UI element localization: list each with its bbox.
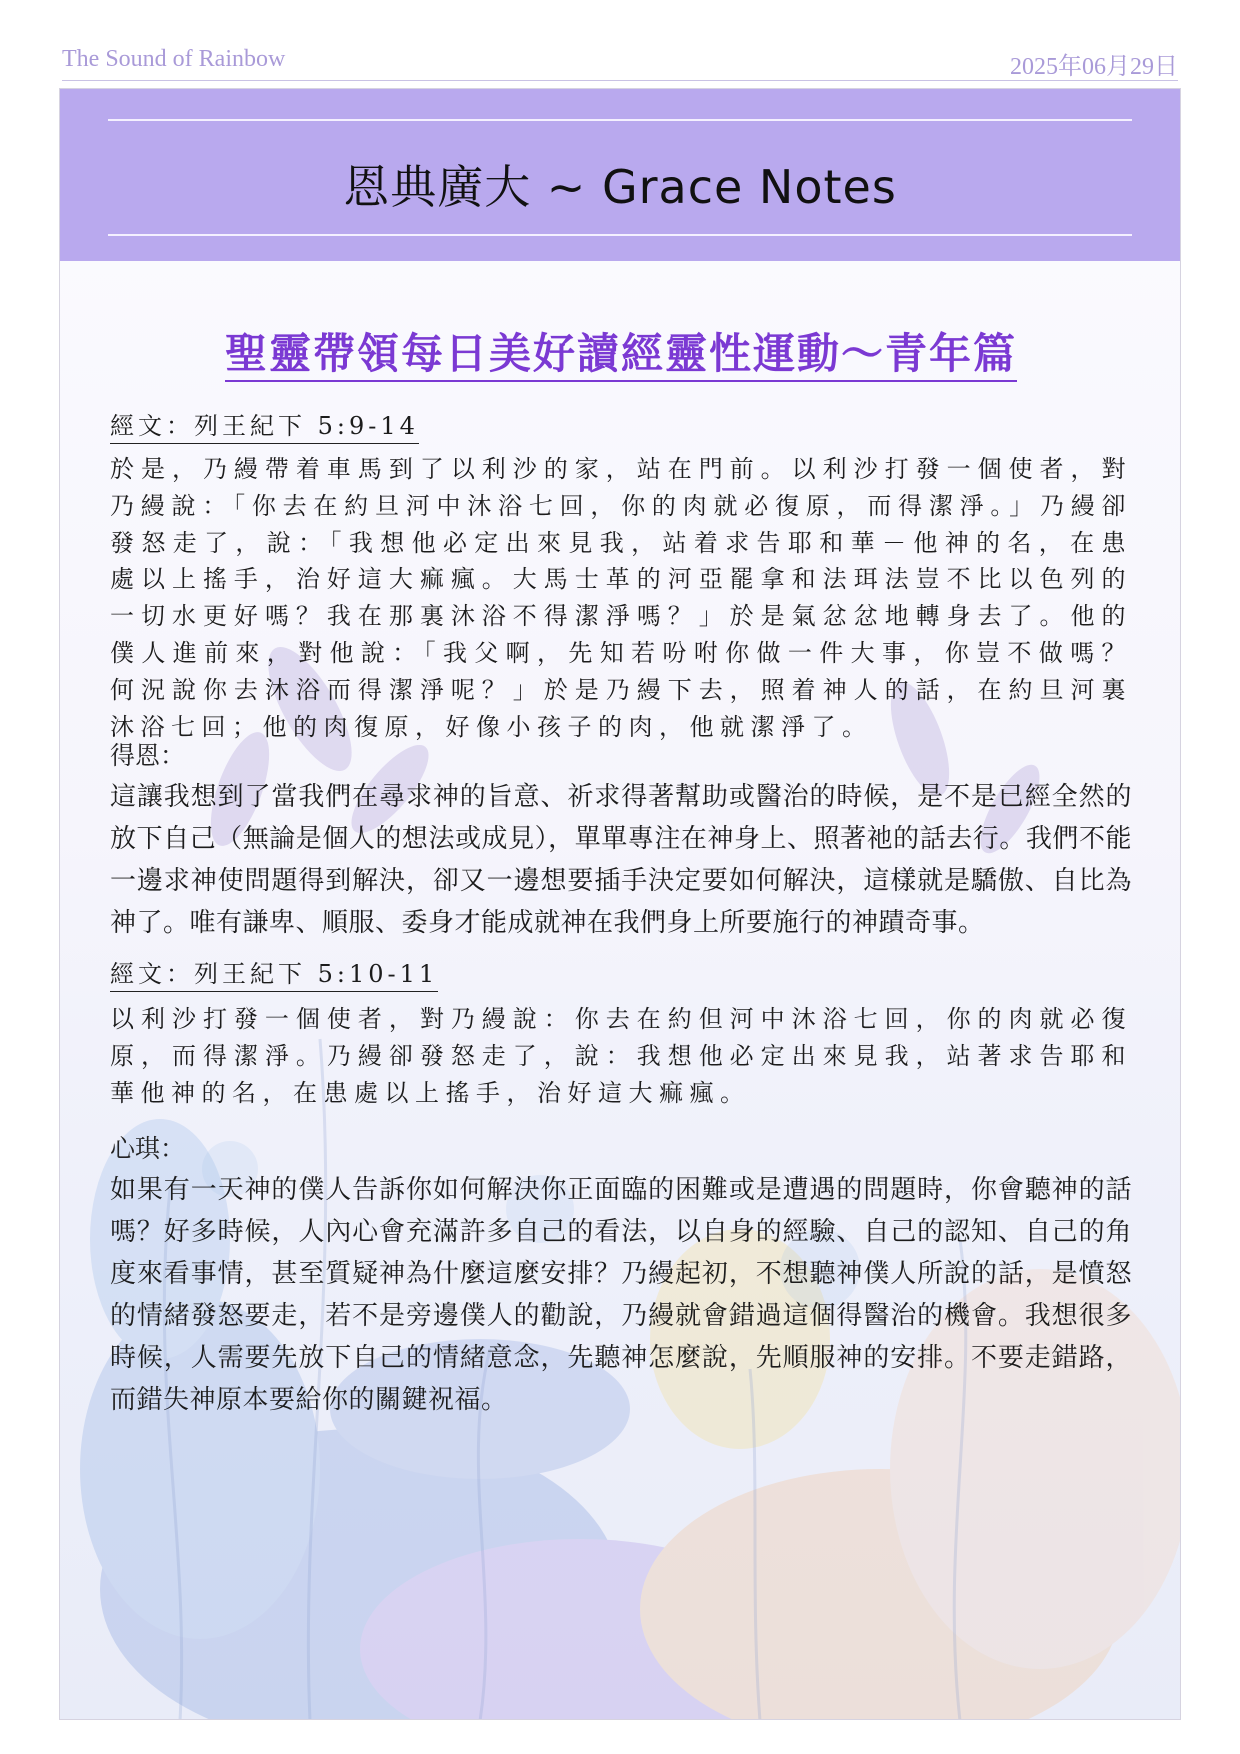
publication-name: The Sound of Rainbow bbox=[62, 46, 286, 72]
reflection-author-label: 心琪： bbox=[110, 1134, 186, 1163]
reflection-text: 如果有一天神的僕人告訴你如何解決你正面臨的困難或是遭遇的問題時，你會聽神的話嗎？好多時候，人內心會充滿許多自己的看法，以自身的經驗、自己的認知、自己的角度來看事情，甚至質疑神為什麼這麼安排？乃縵起初，不想聽神僕人所說的話，是憤怒的情緒發怒要走，若不是旁邊僕人的勸說，乃縵就會錯過這個得醫治的機會。我想很多時候，人需要先放下自己的情緒意念，先聽神怎麼說，先順服神的安排。不要走錯路，而錯失神原本要給你的關鍵祝福。 bbox=[110, 1175, 1132, 1415]
scripture-reference-text: 經文：列王紀下 5:9-14 bbox=[110, 406, 419, 444]
banner-rule-top bbox=[108, 119, 1132, 121]
scripture-passage-2 bbox=[110, 1001, 1132, 1111]
scripture-passage-1 bbox=[110, 451, 1132, 745]
banner-rule-bottom bbox=[108, 234, 1132, 236]
scripture-text: 以利沙打發一個使者，對乃縵說：你去在約但河中沐浴七回，你的肉就必復原，而得潔淨。乃縵卻發怒走了，說：我想他必定出來見我，站著求告耶和華他神的名，在患處以上搖手，治好這大痲瘋。 bbox=[110, 1005, 1132, 1107]
page-frame bbox=[59, 88, 1181, 1720]
reflection-1 bbox=[110, 776, 1132, 944]
scripture-reference-2 bbox=[110, 954, 1132, 992]
reflection-author-1 bbox=[110, 736, 1132, 772]
reflection-author-label: 得恩： bbox=[110, 741, 186, 770]
title-banner bbox=[60, 89, 1180, 261]
page-header bbox=[62, 44, 1178, 81]
article-subtitle-text: 聖靈帶領每日美好讀經靈性運動～青年篇 bbox=[225, 329, 1017, 382]
scripture-reference-1 bbox=[110, 406, 1132, 444]
reflection-text: 這讓我想到了當我們在尋求神的旨意、祈求得著幫助或醫治的時候，是不是已經全然的放下自己（無論是個人的想法或成見），單單專注在神身上、照著祂的話去行。我們不能一邊求神使問題得到解決，卻又一邊想要插手決定要如何解決，這樣就是驕傲、自比為神了。唯有謙卑、順服、委身才能成就神在我們身上所要施行的神蹟奇事。 bbox=[110, 782, 1132, 938]
publication-date: 2025年06月29日 bbox=[1010, 54, 1178, 80]
reflection-author-2 bbox=[110, 1129, 1132, 1165]
reflection-2 bbox=[110, 1169, 1132, 1421]
banner-title: 恩典廣大 ~ Grace Notes bbox=[343, 160, 897, 214]
scripture-reference-text: 經文：列王紀下 5:10-11 bbox=[110, 954, 438, 992]
article-subtitle bbox=[110, 321, 1132, 381]
scripture-text: 於是，乃縵帶着車馬到了以利沙的家，站在門前。以利沙打發一個使者，對乃縵說：「你去在約旦河中沐浴七回，你的肉就必復原，而得潔淨。」乃縵卻發怒走了，說：「我想他必定出來見我，站着求告耶和華－他神的名，在患處以上搖手，治好這大痲瘋。大馬士革的河亞罷拿和法珥法豈不比以色列的一切水更好嗎？我在那裏沐浴不得潔淨嗎？」於是氣忿忿地轉身去了。他的僕人進前來，對他說：「我父啊，先知若吩咐你做一件大事，你豈不做嗎？何況說你去沐浴而得潔淨呢？」於是乃縵下去，照着神人的話，在約旦河裏沐浴七回；他的肉復原，好像小孩子的肉，他就潔淨了。 bbox=[110, 455, 1132, 741]
